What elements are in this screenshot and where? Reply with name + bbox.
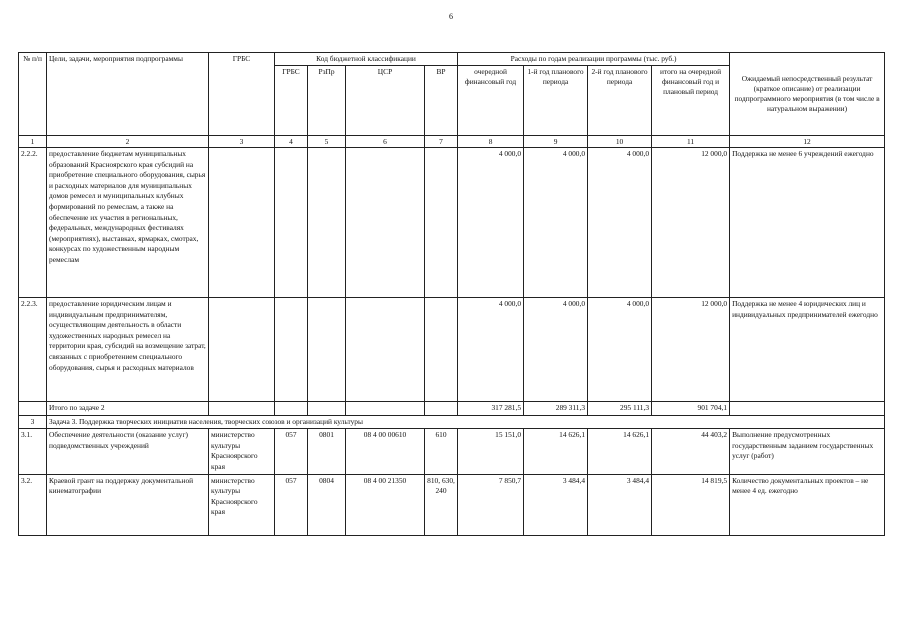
- row-result: Поддержка не менее 4 юридических лиц и индивидуальных предпринимателей ежегодно: [730, 298, 885, 402]
- header-next-year: очередной финансовый год: [458, 66, 524, 136]
- header-vr: ВР: [425, 66, 458, 136]
- row-csr: [346, 298, 425, 402]
- row-name: предоставление бюджетам муниципальных образований Красноярского края субсидий на приобретение специального оборудования, сырья и расходных материалов для муниципальных домов ремесел и муниципальных клубных формирований по ремеслам, а также на обеспечение их участия в региональных, федеральных, международных фестивалях (мероприятиях), выставках, ярмарках, смотрах, конкурсах по художественным народным ремеслам: [47, 148, 209, 298]
- header-result: Ожидаемый непосредственный результат (краткое описание) от реализации подпрограммного мероприятия (в том числе в натуральном выражении): [730, 53, 885, 136]
- column-number: 6: [346, 136, 425, 148]
- row-result: Поддержка не менее 6 учреждений ежегодно: [730, 148, 885, 298]
- column-number: 8: [458, 136, 524, 148]
- table-row: [19, 148, 885, 298]
- row-total: 44 403,2: [652, 429, 730, 474]
- row-total: 12 000,0: [652, 298, 730, 402]
- row-grbs: министерство культуры Красноярского края: [209, 429, 275, 474]
- row-number: 2.2.2.: [19, 148, 47, 298]
- row-bk-grbs: [275, 298, 308, 402]
- row-rzpr: [308, 298, 346, 402]
- header-year-2: 2-й год планового периода: [588, 66, 652, 136]
- subtotal-total: 901 704,1: [652, 402, 730, 416]
- row-rzpr: 0804: [308, 474, 346, 535]
- header-expenses: Расходы по годам реализации программы (тыс. руб.): [458, 53, 730, 66]
- task-title: Задача 3. Поддержка творческих инициатив населения, творческих союзов и организаций культуры: [47, 415, 885, 429]
- row-csr: [346, 148, 425, 298]
- row-name: предоставление юридическим лицам и индивидуальным предпринимателям, осуществляющим деятельность в области художественных народных ремесел на территории края, субсидий на возмещение затрат, связанных с приобретением специального оборудования, сырья и расходных материалов: [47, 298, 209, 402]
- row-total: 12 000,0: [652, 148, 730, 298]
- row-next-year: 4 000,0: [458, 148, 524, 298]
- task-heading-row: [19, 415, 885, 429]
- table-row: [19, 298, 885, 402]
- row-year-2: 4 000,0: [588, 148, 652, 298]
- row-grbs: [209, 298, 275, 402]
- column-number: 10: [588, 136, 652, 148]
- row-csr: 08 4 00 00610: [346, 429, 425, 474]
- column-number: 2: [47, 136, 209, 148]
- column-number: 7: [425, 136, 458, 148]
- header-budget-classification: Код бюджетной классификации: [275, 53, 458, 66]
- subtotal-label: Итого по задаче 2: [47, 402, 209, 416]
- row-number: 3.2.: [19, 474, 47, 535]
- program-table: [18, 52, 885, 536]
- row-next-year: 15 151,0: [458, 429, 524, 474]
- row-year-2: 4 000,0: [588, 298, 652, 402]
- row-vr: [425, 148, 458, 298]
- row-result: Количество документальных проектов – не менее 4 ед. ежегодно: [730, 474, 885, 535]
- header-rzpr: РзПр: [308, 66, 346, 136]
- row-vr: 610: [425, 429, 458, 474]
- row-next-year: 7 850,7: [458, 474, 524, 535]
- row-rzpr: [308, 148, 346, 298]
- column-number: 3: [209, 136, 275, 148]
- header-bk-grbs: ГРБС: [275, 66, 308, 136]
- column-number: 11: [652, 136, 730, 148]
- header-goals: Цели, задачи, мероприятия подпрограммы: [47, 53, 209, 136]
- column-number: 5: [308, 136, 346, 148]
- row-next-year: 4 000,0: [458, 298, 524, 402]
- row-year-2: 3 484,4: [588, 474, 652, 535]
- row-year-1: 14 626,1: [524, 429, 588, 474]
- header-year-1: 1-й год планового периода: [524, 66, 588, 136]
- row-name: Обеспечение деятельности (оказание услуг) подведомственных учреждений: [47, 429, 209, 474]
- row-rzpr: 0801: [308, 429, 346, 474]
- header-csr: ЦСР: [346, 66, 425, 136]
- subtotal-year-2: 295 111,3: [588, 402, 652, 416]
- header-num: № п/п: [19, 53, 47, 136]
- header-total: итого на очередной финансовый год и плановый период: [652, 66, 730, 136]
- table-row: [19, 474, 885, 535]
- row-year-1: 3 484,4: [524, 474, 588, 535]
- row-total: 14 819,5: [652, 474, 730, 535]
- row-vr: [425, 298, 458, 402]
- page-number: 6: [449, 12, 453, 21]
- subtotal-row: [19, 402, 885, 416]
- row-vr: 810, 630, 240: [425, 474, 458, 535]
- header-grbs: ГРБС: [209, 53, 275, 136]
- column-number: 12: [730, 136, 885, 148]
- table-row: [19, 429, 885, 474]
- row-year-1: 4 000,0: [524, 298, 588, 402]
- row-number: 2.2.3.: [19, 298, 47, 402]
- row-grbs: министерство культуры Красноярского края: [209, 474, 275, 535]
- row-result: Выполнение предусмотренных государственным заданием государственных услуг (работ): [730, 429, 885, 474]
- column-number: 4: [275, 136, 308, 148]
- row-bk-grbs: [275, 148, 308, 298]
- task-number: 3: [19, 415, 47, 429]
- subtotal-year-1: 289 311,3: [524, 402, 588, 416]
- row-csr: 08 4 00 21350: [346, 474, 425, 535]
- row-year-1: 4 000,0: [524, 148, 588, 298]
- row-name: Краевой грант на поддержку документальной кинематографии: [47, 474, 209, 535]
- column-number: 9: [524, 136, 588, 148]
- row-number: 3.1.: [19, 429, 47, 474]
- row-bk-grbs: 057: [275, 474, 308, 535]
- row-grbs: [209, 148, 275, 298]
- row-year-2: 14 626,1: [588, 429, 652, 474]
- row-bk-grbs: 057: [275, 429, 308, 474]
- subtotal-next-year: 317 281,5: [458, 402, 524, 416]
- column-number: 1: [19, 136, 47, 148]
